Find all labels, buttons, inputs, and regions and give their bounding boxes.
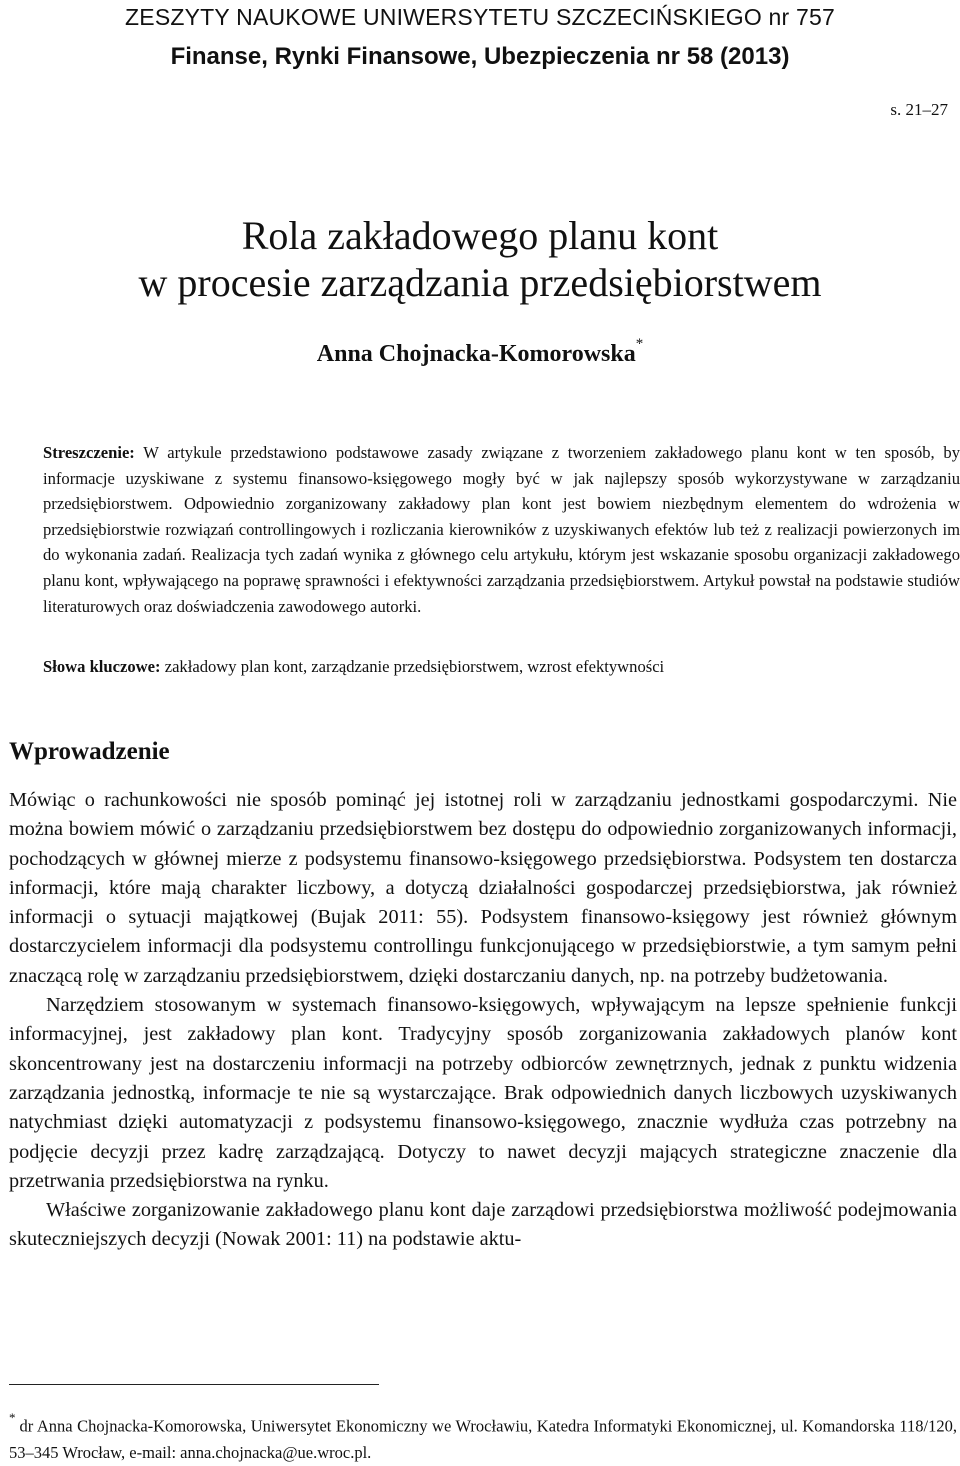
author-footnote-mark: * [635,336,644,352]
journal-series-title: ZESZYTY NAUKOWE UNIWERSYTETU SZCZECIŃSKIEGO nr 757 [125,4,835,30]
journal-issue-title: Finanse, Rynki Finansowe, Ubezpieczenia nr 58 (2013) [170,43,790,70]
keywords-text: zakładowy plan kont, zarządzanie przedsiębiorstwem, wzrost efektywności [164,657,665,676]
section-heading: Wprowadzenie [9,738,170,765]
page-range: s. 21–27 [890,100,948,119]
body-paragraph-2: Narzędziem stosowanym w systemach finansowo-księgowych, wpływającym na lepsze spełnienie funkcji informacyjnej, jest zakładowy plan kont. Tradycyjny sposób zorganizowania zakładowych planów kont skoncentrowany jest na dostarczeniu informacji na potrzeby odbiorców zewnętrznych, jednak z punktu widzenia zarządzania jednostką, informacje te nie są wystarczające. Brak odpowiednich danych liczbowych uzyskiwanych natychmiast dzięki automatyzacji z podsystemu finansowo-księgowego, znacznie wydłuża czas potrzebny na podjęcie decyzji przez kadrę zarządzającą. Dotyczy to nawet decyzji mających strategiczne znaczenie dla przetrwania przedsiębiorstwa na rynku. [9,994,957,1192]
footnote [9,1408,957,1466]
article-title-line-2: w procesie zarządzania przedsiębiorstwem [138,260,822,305]
keywords [43,655,960,679]
abstract [43,440,960,619]
abstract-label: Streszczenie: [43,443,135,462]
body-text [9,786,957,1255]
keywords-label: Słowa kluczowe: [43,657,161,676]
body-paragraph-1: Mówiąc o rachunkowości nie sposób pominąć jej istotnej roli w zarządzaniu jednostkami gospodarczymi. Nie można bowiem mówić o zarządzaniu przedsiębiorstwem bez dostępu do odpowiednio zorganizowanych informacji, pochodzących w głównej mierze z podsystemu finansowo-księgowego przedsiębiorstwa. Podsystem ten dostarcza informacji, które mają charakter liczbowy, a dotyczą działalności gospodarczej przedsiębiorstwa, jak również informacji o sytuacji majątkowej (Bujak 2011: 55). Podsystem finansowo-księgowy jest również głównym dostarczycielem informacji dla podsystemu controllingu funkcjonującego w przedsiębiorstwie, a tym samym pełni znaczącą rolę w zarządzaniu przedsiębiorstwem, dzięki dostarczaniu danych, np. na potrzeby budżetowania. [9,789,957,987]
article-title [0,212,960,306]
author-line [0,336,960,368]
footnote-divider [9,1384,379,1385]
footnote-mark: * [9,1410,16,1425]
abstract-text: W artykule przedstawiono podstawowe zasady związane z tworzeniem zakładowego planu kont w ten sposób, by informacje uzyskiwane z systemu finansowo-księgowego mogły być w jak najlepszy sposób wykorzystywane w zarządzaniu przedsiębiorstwem. Odpowiednio zorganizowany zakładowy plan kont jest bowiem niezbędnym elementem do wdrożenia w przedsiębiorstwie rozwiązań controllingowych i rozliczania kierowników z uzyskiwanych efektów lub też z realizacji powierzonych im do wykonania zadań. Realizacja tych zadań wynika z głównego celu artykułu, którym jest wskazanie sposobu organizacji zakładowego planu kont, wpływającego na poprawę sprawności i efektywności zarządzania przedsiębiorstwem. Artykuł powstał na podstawie studiów literaturowych oraz doświadczenia zawodowego autorki. [43,443,960,616]
journal-header [0,2,960,73]
footnote-text: dr Anna Chojnacka-Komorowska, Uniwersytet Ekonomiczny we Wrocławiu, Katedra Informatyki Ekonomicznej, ul. Komandorska 118/120, 53–345 Wrocław, e-mail: anna.chojnacka@ue.wroc.pl. [9,1416,957,1462]
author-name: Anna Chojnacka-Komorowska [316,341,636,367]
article-title-line-1: Rola zakładowego planu kont [241,213,719,258]
body-paragraph-3: Właściwe zorganizowanie zakładowego planu kont daje zarządowi przedsiębiorstwa możliwość podejmowania skuteczniejszych decyzji (Nowak 2001: 11) na podstawie aktu- [9,1199,957,1251]
